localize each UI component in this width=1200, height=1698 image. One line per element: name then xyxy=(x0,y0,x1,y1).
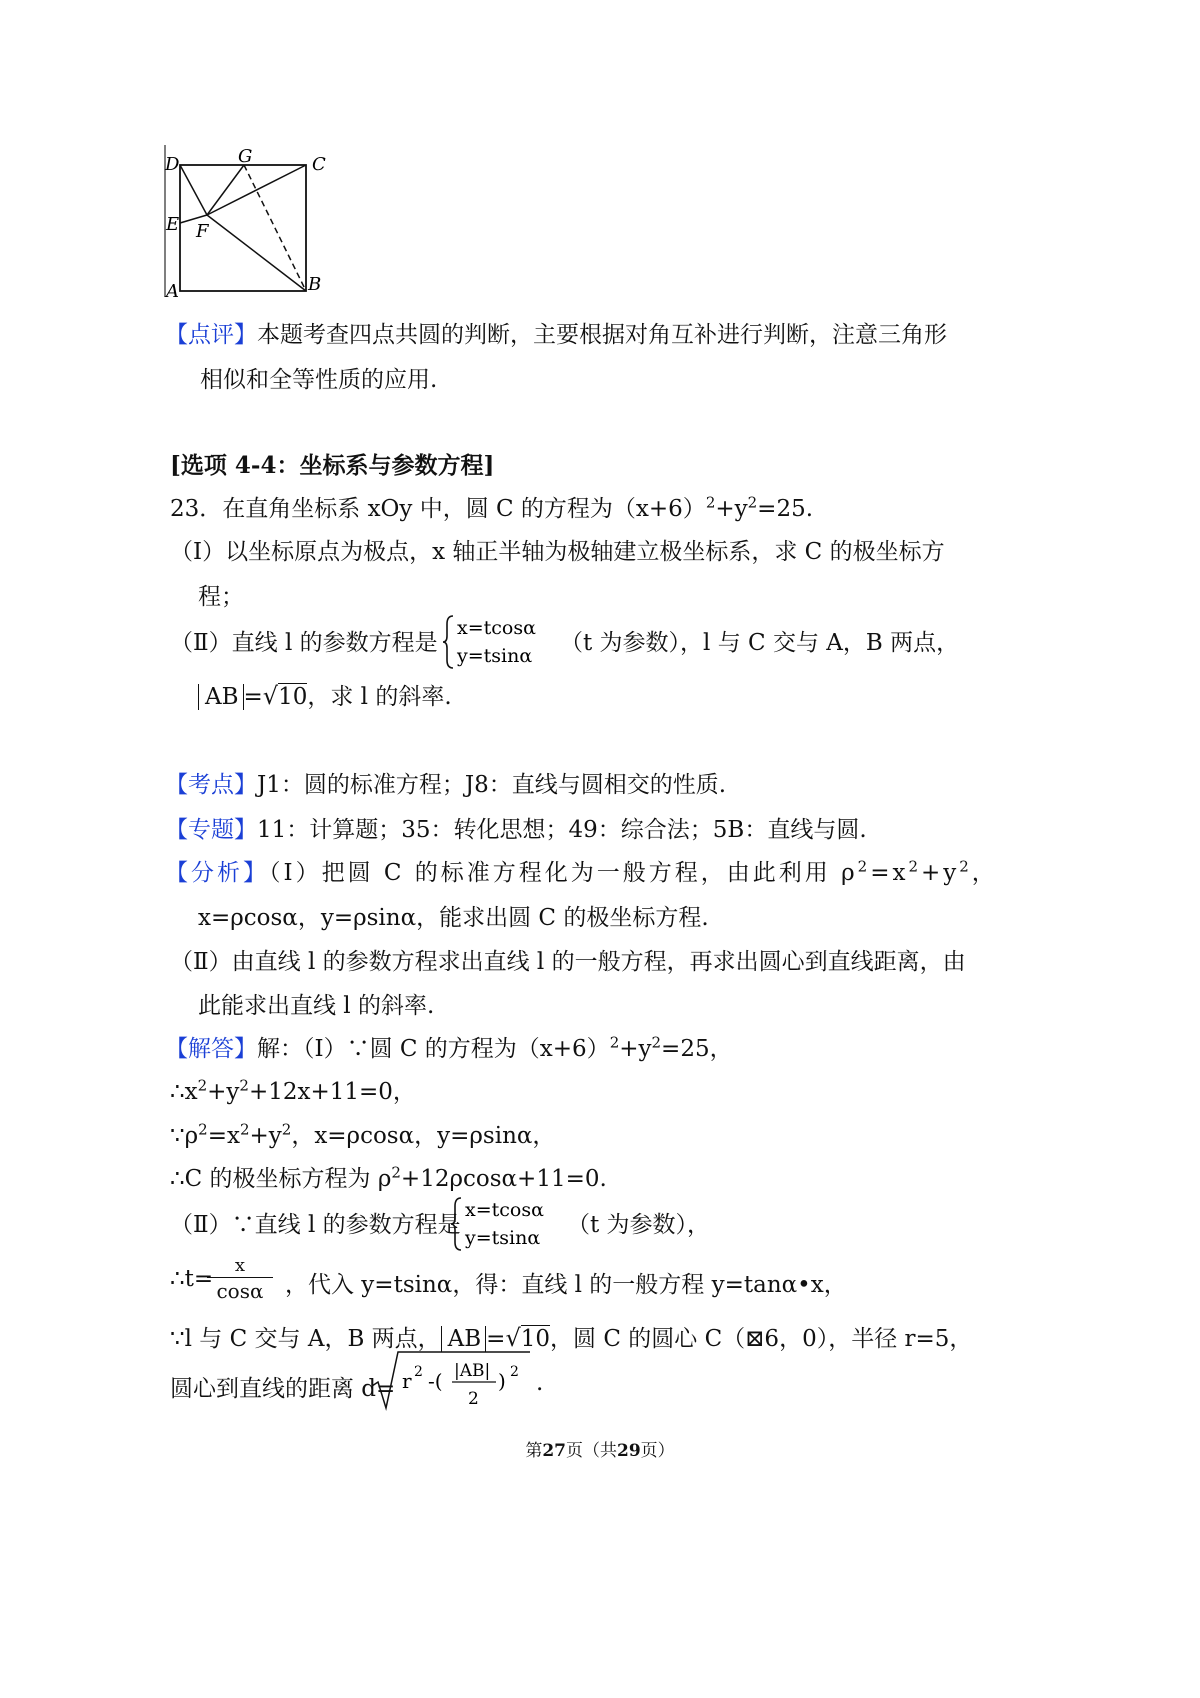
segment-fb xyxy=(207,215,306,291)
part2-prefix: （Ⅱ）直线 l 的参数方程是 xyxy=(170,630,438,656)
label-b: B xyxy=(308,274,322,295)
jieda-3c: +y xyxy=(249,1123,282,1149)
problem-stem-text: 23．在直角坐标系 xOy 中，圆 C 的方程为（x+6） xyxy=(170,496,706,522)
section-title: [选项 4-4：坐标系与参数方程] xyxy=(170,452,495,479)
left-brace-icon xyxy=(443,616,453,668)
jieda-tag: 【解答】 xyxy=(165,1036,257,1062)
jieda-abs-ab: AB xyxy=(441,1326,482,1352)
fenxi-mid-2: +y xyxy=(920,860,960,886)
formula-minus: -( xyxy=(428,1369,443,1393)
part2-end: ，求 l 的斜率. xyxy=(307,684,452,710)
jieda-param-x: x=tcosα xyxy=(465,1199,544,1221)
part1-line-1: （Ⅰ）以坐标原点为极点，x 轴正半轴为极轴建立极坐标系，求 C 的极坐标方 xyxy=(170,539,945,565)
formula-sup: 2 xyxy=(510,1364,519,1380)
jieda-2b: +y xyxy=(207,1079,240,1105)
kaodian-text: J1：圆的标准方程；J8：直线与圆相交的性质. xyxy=(257,772,727,798)
footer-total-pages: 29 xyxy=(617,1441,641,1461)
part2-line-1 xyxy=(170,620,438,676)
label-g: G xyxy=(238,146,253,167)
jieda-line-8-prefix: 圆心到直线的距离 d= xyxy=(170,1376,396,1402)
part2-suffix: （t 为参数），l 与 C 交与 A，B 两点， xyxy=(560,630,960,656)
geometry-figure xyxy=(160,145,340,305)
jieda-line-1 xyxy=(165,1030,733,1063)
comment-text-1: 本题考查四点共圆的判断，主要根据对角互补进行判断，注意三角形 xyxy=(257,322,947,348)
fenxi-sup-2: 2 xyxy=(908,857,921,876)
footer-page-number: 27 xyxy=(542,1441,566,1461)
jieda-2a: ∴x xyxy=(170,1079,198,1105)
formula-r: r xyxy=(402,1369,412,1393)
sqrt-10: 10 xyxy=(278,684,308,710)
jieda-2-sup-2: 2 xyxy=(239,1076,249,1095)
segment-fc xyxy=(207,165,306,215)
fraction xyxy=(207,1255,273,1304)
jieda-4-sup-1: 2 xyxy=(391,1163,401,1182)
jieda-7-eq: = xyxy=(486,1326,506,1352)
radical-sign-icon xyxy=(372,1352,530,1408)
ab-eq: = xyxy=(243,684,263,710)
kaodian-tag: 【考点】 xyxy=(165,772,257,798)
jieda-3-sup-1: 2 xyxy=(198,1120,208,1139)
jieda-line-6-suffix: ，代入 y=tsinα，得：直线 l 的一般方程 y=tanα•x， xyxy=(285,1272,847,1298)
jieda-4a: ∴C 的极坐标方程为 ρ xyxy=(170,1166,392,1192)
footer-mid: 页（共 xyxy=(566,1441,617,1461)
param-brace-svg xyxy=(443,612,553,672)
formula-two: 2 xyxy=(468,1389,479,1409)
page-footer xyxy=(0,1436,1200,1461)
fenxi-sup-1: 2 xyxy=(857,857,871,876)
param-y: y=tsinα xyxy=(457,645,533,667)
footer-pre: 第 xyxy=(525,1441,543,1461)
segment-df xyxy=(180,165,207,215)
part1-line-2: 程； xyxy=(198,584,244,610)
formula-close: ) xyxy=(498,1369,506,1393)
jieda-line-5-suffix: （t 为参数）， xyxy=(567,1212,711,1238)
jieda-4b: +12ρcosα+11=0. xyxy=(400,1166,607,1192)
formula-ab: |AB| xyxy=(454,1361,491,1381)
jieda-2-sup-1: 2 xyxy=(197,1076,208,1095)
jieda-text-1: 解：（Ⅰ）∵圆 C 的方程为（x+6） xyxy=(257,1036,610,1062)
square-diagram xyxy=(160,145,340,305)
comment-line-1 xyxy=(165,316,947,349)
comment-line-2: 相似和全等性质的应用. xyxy=(200,367,438,393)
jieda-line-8-end: . xyxy=(536,1370,544,1396)
fenxi-end-1: ， xyxy=(971,860,998,886)
formula-r-sup: 2 xyxy=(414,1364,423,1380)
fenxi-line-2: x=ρcosα，y=ρsinα，能求出圆 C 的极坐标方程. xyxy=(198,905,709,931)
fenxi-mid-1: =x xyxy=(870,860,909,886)
fenxi-line-1 xyxy=(165,854,998,887)
jieda-3-sup-3: 2 xyxy=(281,1120,292,1139)
label-d: D xyxy=(165,154,180,175)
jieda-7-suffix: ，圆 C 的圆心 C（⊠6，0），半径 r=5， xyxy=(550,1326,973,1352)
jieda-sqrt-sign-icon: √ xyxy=(505,1324,521,1352)
jieda-line-6-prefix: ∴t= xyxy=(170,1266,214,1292)
jieda-7-prefix: ∵l 与 C 交与 A，B 两点， xyxy=(170,1326,441,1352)
stem-end: =25. xyxy=(757,496,814,522)
jieda-3b: =x xyxy=(207,1123,240,1149)
jieda-line-4 xyxy=(170,1160,607,1193)
fenxi-tag: 【分析】 xyxy=(165,860,269,886)
jieda-line-3 xyxy=(170,1117,555,1150)
part2-line-2 xyxy=(198,678,452,711)
kaodian-line xyxy=(165,766,726,799)
label-f: F xyxy=(196,221,209,242)
jieda-line-2 xyxy=(170,1073,416,1106)
label-a: A xyxy=(166,281,179,302)
fraction-numerator: x xyxy=(207,1255,273,1278)
param-x: x=tcosα xyxy=(457,617,536,639)
jieda-sup-1a: 2 xyxy=(609,1033,620,1052)
problem-stem xyxy=(170,490,813,523)
distance-formula-svg xyxy=(370,1348,535,1414)
fenxi-line-3: （Ⅱ）由直线 l 的参数方程求出直线 l 的一般方程，再求出圆心到直线距离，由 xyxy=(170,949,966,975)
param-system xyxy=(443,612,553,678)
jieda-mid-1: +y xyxy=(619,1036,652,1062)
zhuanti-tag: 【专题】 xyxy=(165,817,257,843)
jieda-line-7 xyxy=(170,1320,972,1353)
jieda-param-system xyxy=(451,1194,561,1260)
fraction-denominator: cosα xyxy=(216,1279,264,1303)
jieda-line-5-prefix: （Ⅱ）∵直线 l 的参数方程是 xyxy=(170,1212,461,1238)
comment-tag: 【点评】 xyxy=(165,322,257,348)
distance-formula xyxy=(370,1348,535,1420)
stem-mid: +y xyxy=(715,496,748,522)
fenxi-sup-3: 2 xyxy=(959,857,972,876)
stem-sup-1: 2 xyxy=(705,493,716,512)
jieda-sup-1b: 2 xyxy=(651,1033,662,1052)
fenxi-line-4: 此能求出直线 l 的斜率. xyxy=(198,993,435,1019)
zhuanti-line xyxy=(165,811,867,844)
abs-ab: AB xyxy=(198,684,239,710)
segment-gb-dashed xyxy=(244,165,306,291)
label-c: C xyxy=(312,154,326,175)
segment-fg xyxy=(207,165,244,215)
jieda-param-y: y=tsinα xyxy=(465,1227,541,1249)
jieda-3a: ∵ρ xyxy=(170,1123,199,1149)
label-e: E xyxy=(166,214,180,235)
jieda-param-brace-svg xyxy=(451,1194,561,1254)
footer-post: 页） xyxy=(640,1441,675,1461)
jieda-3-sup-2: 2 xyxy=(239,1120,250,1139)
jieda-2c: +12x+11=0， xyxy=(248,1079,416,1105)
jieda-end-1: =25， xyxy=(661,1036,733,1062)
jieda-sqrt-10: 10 xyxy=(520,1326,551,1352)
jieda-3d: ，x=ρcosα，y=ρsinα， xyxy=(291,1123,556,1149)
zhuanti-text: 11：计算题；35：转化思想；49：综合法；5B：直线与圆. xyxy=(257,817,867,843)
fenxi-text-1: （Ⅰ）把圆 C 的标准方程化为一般方程，由此利用 ρ xyxy=(269,860,858,886)
jieda-left-brace-icon xyxy=(451,1198,461,1250)
sqrt-sign-icon: √ xyxy=(262,682,279,710)
stem-sup-2: 2 xyxy=(747,493,758,512)
